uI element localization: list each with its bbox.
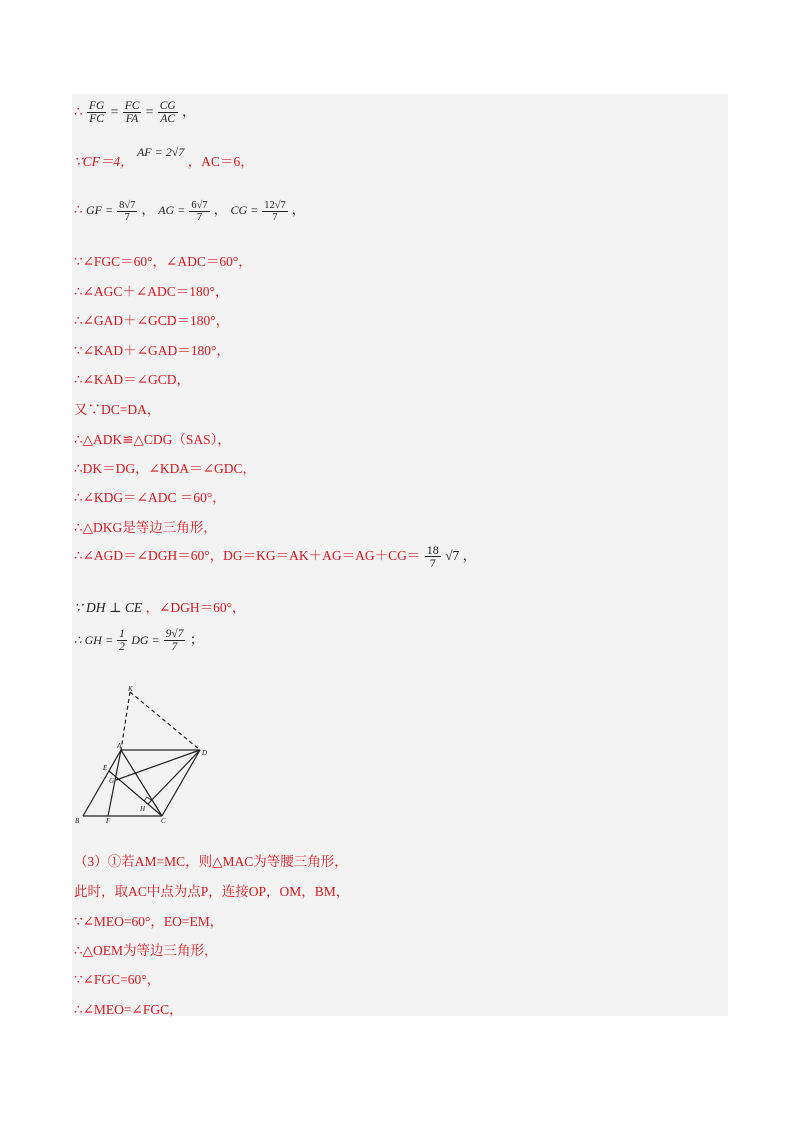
line-11: ∴DK＝DG，∠KDA＝∠GDC， — [74, 461, 256, 476]
segment-ab — [83, 750, 121, 816]
label-k: K — [128, 685, 133, 693]
segment-kd — [130, 692, 200, 750]
line-p3-2: 此时，取AC中点为点P，连接OP，OM，BM， — [74, 884, 350, 899]
line-8: ∴∠KAD＝∠GCD， — [74, 372, 190, 387]
line-4: ∵∠FGC＝60°，∠ADC＝60°， — [74, 254, 252, 269]
line-p3-4: ∴△OEM为等边三角形， — [74, 943, 218, 958]
line-p3-6: ∴∠MEO=∠FGC， — [74, 1002, 183, 1017]
line-15: ∵ DH ⊥ CE ，∠DGH＝60°， — [74, 600, 246, 615]
line-7: ∵∠KAD＋∠GAD＝180°， — [74, 343, 230, 358]
math-cg: CG = $\frac{12√7}{7}$ — [230, 199, 286, 223]
label-f: F — [106, 817, 111, 825]
line-10: ∴△ADK≌△CDG（SAS）， — [74, 432, 231, 447]
label-b: B — [75, 817, 80, 825]
label-h: H — [140, 805, 146, 813]
label-d: D — [202, 749, 208, 757]
line-p3-1: （3）①若AM=MC，则△MAC为等腰三角形， — [74, 854, 348, 869]
label-e: E — [103, 764, 108, 772]
math-ag: AG = $\frac{6√7}{7}$ — [158, 199, 208, 223]
line-9: 又∵DC=DA， — [74, 402, 161, 417]
math-gf: GF = $\frac{8√7}{7}$ — [85, 199, 136, 223]
line-12: ∴∠KDG＝∠ADC ＝60°， — [74, 490, 226, 505]
segment-ec — [109, 771, 162, 816]
label-c: C — [161, 817, 166, 825]
math-af: AF = 2√7 — [136, 145, 185, 159]
geometry-figure — [72, 683, 222, 833]
line-p3-5: ∵∠FGC=60°， — [74, 972, 161, 987]
label-a: A — [117, 742, 122, 750]
line-2: ∵CF＝4， AF = 2√7 ，AC＝6， — [74, 145, 254, 169]
segment-ka — [121, 692, 130, 750]
line-6: ∴∠GAD＋∠GCD＝180°， — [74, 313, 230, 328]
line-16: ∴ GH = $\frac{1}{2}$ DG = $\frac{9√7}{7}$ ； — [74, 628, 204, 654]
line-14: ∴∠AGD＝∠DGH＝60°，DG＝KG＝AK＋AG＝AG＋CG＝ $\frac{18}{7}$ √7 ， — [74, 543, 477, 571]
line-p3-3: ∵∠MEO=60°，EO=EM， — [74, 914, 224, 929]
label-g: G — [109, 777, 115, 785]
line-3: ∴ GF = $\frac{8√7}{7}$ ， AG = $\frac{6√7}{7}$ ， CG = $\frac{12√7}{7}$ ， — [74, 199, 306, 223]
line-1: ∴ $\frac{FG}{FC}$ = $\frac{FC}{FA}$ = $\frac{CG}{AC}$ ， — [74, 100, 196, 126]
line-13: ∴△DKG是等边三角形， — [74, 520, 217, 535]
line-5: ∴∠AGC＋∠ADC＝180°， — [74, 284, 229, 299]
segment-dg — [116, 750, 200, 780]
